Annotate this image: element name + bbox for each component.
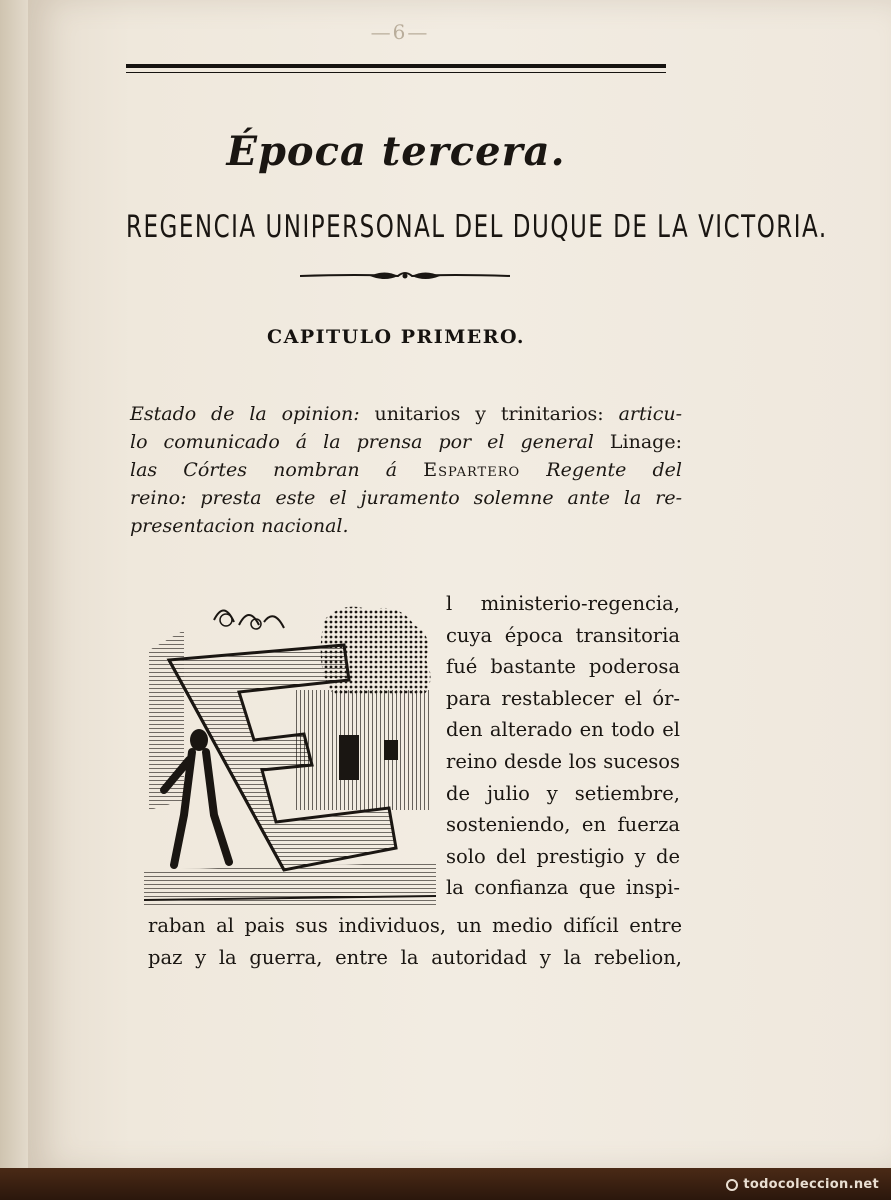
summary-line-1: Estado de la opinion: unitarios y trinitarios: articu- [130, 403, 683, 425]
chapter-summary [130, 400, 682, 540]
body-line: raban al pais sus individuos, un medio difícil entre [148, 914, 682, 937]
body-line: solo del prestigio y de [446, 844, 680, 868]
body-line: cuya época transitoria [446, 623, 680, 647]
summary-line-2: lo comunicado á la prensa por el general Linage: [130, 431, 682, 453]
body-line: sosteniendo, en fuerza [446, 813, 680, 837]
woodcut-initial-e-icon [144, 600, 436, 906]
body-text-wide [148, 910, 682, 973]
page-number: —6— [370, 20, 430, 44]
body-line: den alterado en todo el [446, 718, 680, 742]
body-line: la confianza que inspi- [446, 876, 680, 900]
watermark-logo-icon [726, 1179, 738, 1191]
header-rule-thick [126, 64, 666, 68]
body-line: fué bastante poderosa [446, 655, 680, 679]
body-line: de julio y setiembre, [446, 781, 680, 805]
ornament-divider-icon [300, 266, 510, 286]
book-page [28, 0, 891, 1170]
regency-title: REGENCIA UNIPERSONAL DEL DUQUE DE LA VICTORIA. [126, 210, 828, 246]
summary-line-5: presentacion nacional. [130, 515, 349, 537]
body-line: l ministerio-regencia, [446, 592, 680, 615]
body-text-narrow [446, 588, 680, 904]
header-rule-thin [126, 72, 666, 73]
page-edge [0, 0, 28, 1200]
body-line: para restablecer el ór- [446, 686, 680, 710]
summary-line-4: reino: presta este el juramento solemne ante la re- [130, 487, 682, 509]
epoch-title: Época tercera. [226, 128, 566, 175]
watermark: todocoleccion.net [726, 1177, 879, 1192]
chapter-title: CAPITULO PRIMERO. [266, 326, 526, 348]
body-line: reino desde los sucesos [446, 749, 680, 773]
summary-line-3: las Córtes nombran á Espartero Regente del [130, 459, 682, 481]
body-line: paz y la guerra, entre la autoridad y la rebelion, [148, 945, 682, 969]
